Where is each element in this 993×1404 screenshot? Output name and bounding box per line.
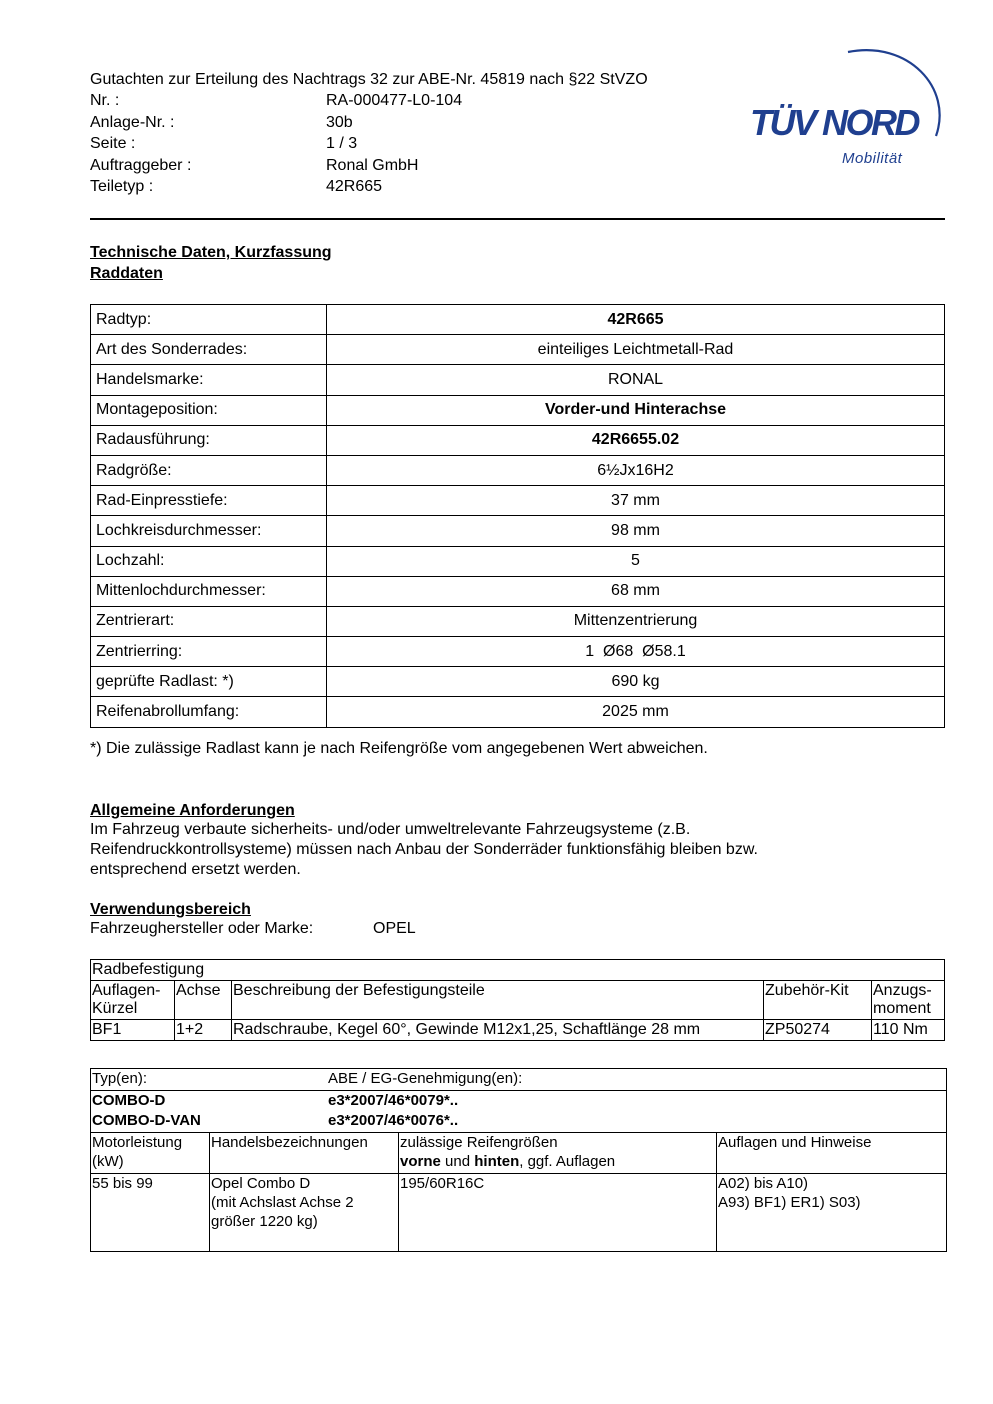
header-label: Teiletyp : [90,178,154,196]
typ-column-header-row [91,1133,946,1174]
table-row [91,606,945,636]
document-header [90,69,648,197]
abe-label: ABE / EG-Genehmigung(en): [328,1070,523,1087]
table-cell: BF1 [91,1020,175,1041]
column-header: zulässige Reifengrößen [400,1134,558,1151]
header-label: Seite : [90,135,136,153]
table-key: Zentrierring: [91,637,327,667]
table-key: Radausführung: [91,425,327,455]
logo-sub-text: Mobilität [842,150,903,167]
table-value: einteiliges Leichtmetall-Rad [327,335,945,365]
typ-table [90,1068,947,1252]
table-value: Mittenzentrierung [327,606,945,636]
table-value: 2025 mm [327,697,945,727]
hersteller-value: OPEL [373,920,416,937]
typ-label: Typ(en): [92,1070,148,1087]
table-key: Mittenlochdurchmesser: [91,576,327,606]
table-row [91,1020,945,1041]
table-value: 98 mm [327,516,945,546]
column-header: Anzugs- moment [872,981,945,1020]
column-header: Handelsbezeichnungen [210,1133,399,1173]
header-row-auftraggeber [90,155,648,176]
typ-name: COMBO-D [92,1092,166,1109]
header-divider [90,218,945,220]
table-key: Rad-Einpresstiefe: [91,486,327,516]
table-key: Reifenabrollumfang: [91,697,327,727]
table-row [91,546,945,576]
header-row-nr [90,90,648,111]
table-value: 42R665 [327,305,945,335]
column-header: Auflagen- Kürzel [91,981,175,1020]
typ-row [91,1111,946,1133]
typ-name: COMBO-D-VAN [92,1112,201,1129]
table-key: Zentrierart: [91,606,327,636]
verwendung-title: Verwendungsbereich [90,901,251,918]
vorne-label: vorne [400,1153,441,1170]
column-header: Motorleistung (kW) [91,1133,210,1173]
radbefestigung-title: Radbefestigung [91,960,945,981]
header-row-seite [90,133,648,154]
table-row [91,455,945,485]
header-value: RA-000477-L0-104 [326,92,463,110]
table-value: Vorder-und Hinterachse [327,395,945,425]
section-title: Technische Daten, Kurzfassung [90,244,332,261]
logo-brand-text: TÜV NORD [750,102,918,143]
header-value: 1 / 3 [326,135,358,153]
radlast-footnote: *) Die zulässige Radlast kann je nach Reifengröße vom angegebenen Wert abweichen. [90,740,708,757]
table-value: 690 kg [327,667,945,697]
table-cell: 110 Nm [872,1020,945,1041]
table-row [91,365,945,395]
table-row [91,305,945,335]
reifen-cell: 195/60R16C [399,1174,717,1251]
table-value: 5 [327,546,945,576]
table-row [91,960,945,981]
table-key: Radtyp: [91,305,327,335]
header-label: Nr. : [90,92,120,110]
typ-abe: e3*2007/46*0076*.. [328,1112,459,1129]
allgemein-line: Im Fahrzeug verbaute sicherheits- und/oder umweltrelevante Fahrzeugsysteme (z.B. [90,821,691,838]
header-value: 30b [326,113,353,131]
typ-header-row [91,1069,946,1091]
table-value: RONAL [327,365,945,395]
table-header-row [91,981,945,1020]
table-row [91,425,945,455]
allgemein-title: Allgemeine Anforderungen [90,802,295,819]
table-key: Handelsmarke: [91,365,327,395]
column-header: Auflagen und Hinweise [718,1134,872,1151]
table-value: 68 mm [327,576,945,606]
motor-cell: 55 bis 99 [91,1174,210,1251]
tuv-nord-logo [748,48,948,178]
header-label: Auftraggeber : [90,156,192,174]
table-row [91,667,945,697]
table-row [91,697,945,727]
table-cell: 1+2 [175,1020,232,1041]
header-value: Ronal GmbH [326,156,419,174]
column-header-sub [400,1152,716,1171]
handel-cell: Opel Combo D (mit Achslast Achse 2 größer 1220 kg) [210,1174,399,1251]
raddaten-table [90,304,945,728]
table-key: geprüfte Radlast: *) [91,667,327,697]
table-value: 42R6655.02 [327,425,945,455]
table-value: 6½Jx16H2 [327,455,945,485]
auflagen-cell: A02) bis A10) A93) BF1) ER1) S03) [718,1175,861,1211]
typ-data-row [91,1174,946,1251]
column-header: Beschreibung der Befestigungsteile [232,981,764,1020]
column-header: Achse [175,981,232,1020]
section-subtitle: Raddaten [90,265,163,282]
table-row [91,486,945,516]
und-label: und [440,1153,475,1170]
table-key: Lochkreisdurchmesser: [91,516,327,546]
document-title: Gutachten zur Erteilung des Nachtrags 32 zur ABE-Nr. 45819 nach §22 StVZO [90,71,648,88]
table-cell: Radschraube, Kegel 60°, Gewinde M12x1,25, Schaftlänge 28 mm [232,1020,764,1041]
auflagen-suffix: , ggf. Auflagen [519,1153,616,1170]
header-value: 42R665 [326,178,383,196]
header-row-teiletyp [90,176,648,197]
hersteller-label: Fahrzeughersteller oder Marke: [90,920,314,937]
table-value: 37 mm [327,486,945,516]
column-header: Zubehör-Kit [764,981,872,1020]
table-key: Radgröße: [91,455,327,485]
reifen-header [399,1133,717,1173]
table-row [91,516,945,546]
allgemein-line: entsprechend ersetzt werden. [90,861,301,878]
table-value: 1 Ø68 Ø58.1 [327,637,945,667]
table-key: Art des Sonderrades: [91,335,327,365]
table-key: Lochzahl: [91,546,327,576]
radbefestigung-table [90,959,945,1041]
table-row [91,637,945,667]
typ-abe: e3*2007/46*0079*.. [328,1092,459,1109]
table-cell: ZP50274 [764,1020,872,1041]
header-row-anlage [90,112,648,133]
header-label: Anlage-Nr. : [90,113,175,131]
table-row [91,335,945,365]
table-row [91,395,945,425]
table-key: Montageposition: [91,395,327,425]
allgemein-line: Reifendruckkontrollsysteme) müssen nach Anbau der Sonderräder funktionsfähig bleiben bzw. [90,841,758,858]
hinten-label: hinten [474,1153,520,1170]
typ-row [91,1091,946,1111]
table-row [91,576,945,606]
